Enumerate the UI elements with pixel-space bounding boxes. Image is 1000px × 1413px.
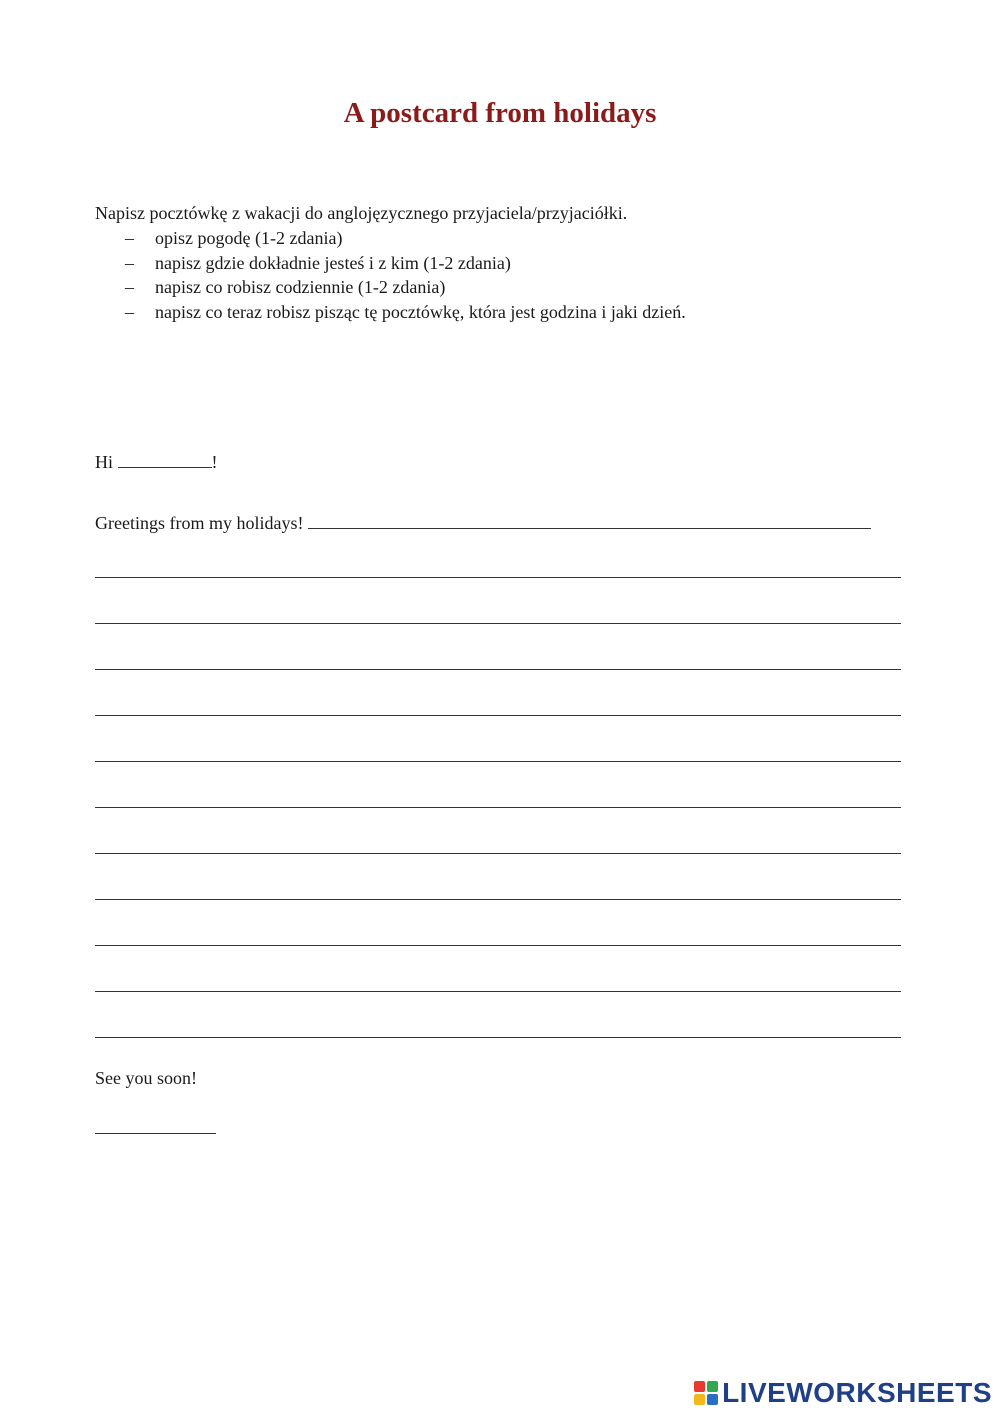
task-list [95,226,686,324]
writing-line[interactable] [95,761,901,762]
writing-line[interactable] [95,669,901,670]
bullet-dash: – [125,277,134,297]
page-title: A postcard from holidays [343,97,657,129]
writing-line[interactable] [95,807,901,808]
bullet-dash: – [125,228,134,248]
task-item-weather [95,226,686,251]
greeting-prefix: Hi [95,452,113,472]
writing-line[interactable] [95,715,901,716]
writing-line[interactable] [95,899,901,900]
bullet-dash: – [125,301,134,322]
task-item-now [95,300,686,325]
opening-text: Greetings from my holidays! [95,513,304,533]
logo-square [707,1381,718,1392]
recipient-name-blank[interactable] [118,449,212,468]
writing-line[interactable] [95,991,901,992]
logo-square [694,1381,705,1392]
opening-blank[interactable] [308,510,871,529]
bullet-dash: – [125,252,134,273]
task-text: napisz co robisz codziennie (1-2 zdania) [155,277,446,297]
greeting-suffix: ! [211,452,218,472]
writing-line[interactable] [95,623,901,624]
opening-line [95,510,871,535]
task-text: napisz co teraz robisz pisząc tę pocztówkę, która jest godzina i jaki dzień. [155,301,686,322]
logo-square [694,1394,705,1405]
logo-square [707,1394,718,1405]
task-item-daily [95,275,686,300]
liveworksheets-brand [694,1377,992,1409]
closing-line: See you soon! [95,1068,197,1088]
greeting-line [95,449,218,474]
instructions-intro: Napisz pocztówkę z wakacji do anglojęzycznego przyjaciela/przyjaciółki. [95,203,628,223]
task-item-location [95,251,686,276]
task-text: opisz pogodę (1-2 zdania) [155,228,343,248]
writing-line[interactable] [95,945,901,946]
signature-blank[interactable] [95,1133,216,1134]
liveworksheets-logo-icon [694,1381,718,1405]
task-text: napisz gdzie dokładnie jesteś i z kim (1-2 zdania) [155,252,511,273]
writing-line[interactable] [95,853,901,854]
writing-line[interactable] [95,1037,901,1038]
writing-line[interactable] [95,577,901,578]
brand-name: LIVEWORKSHEETS [722,1377,992,1408]
